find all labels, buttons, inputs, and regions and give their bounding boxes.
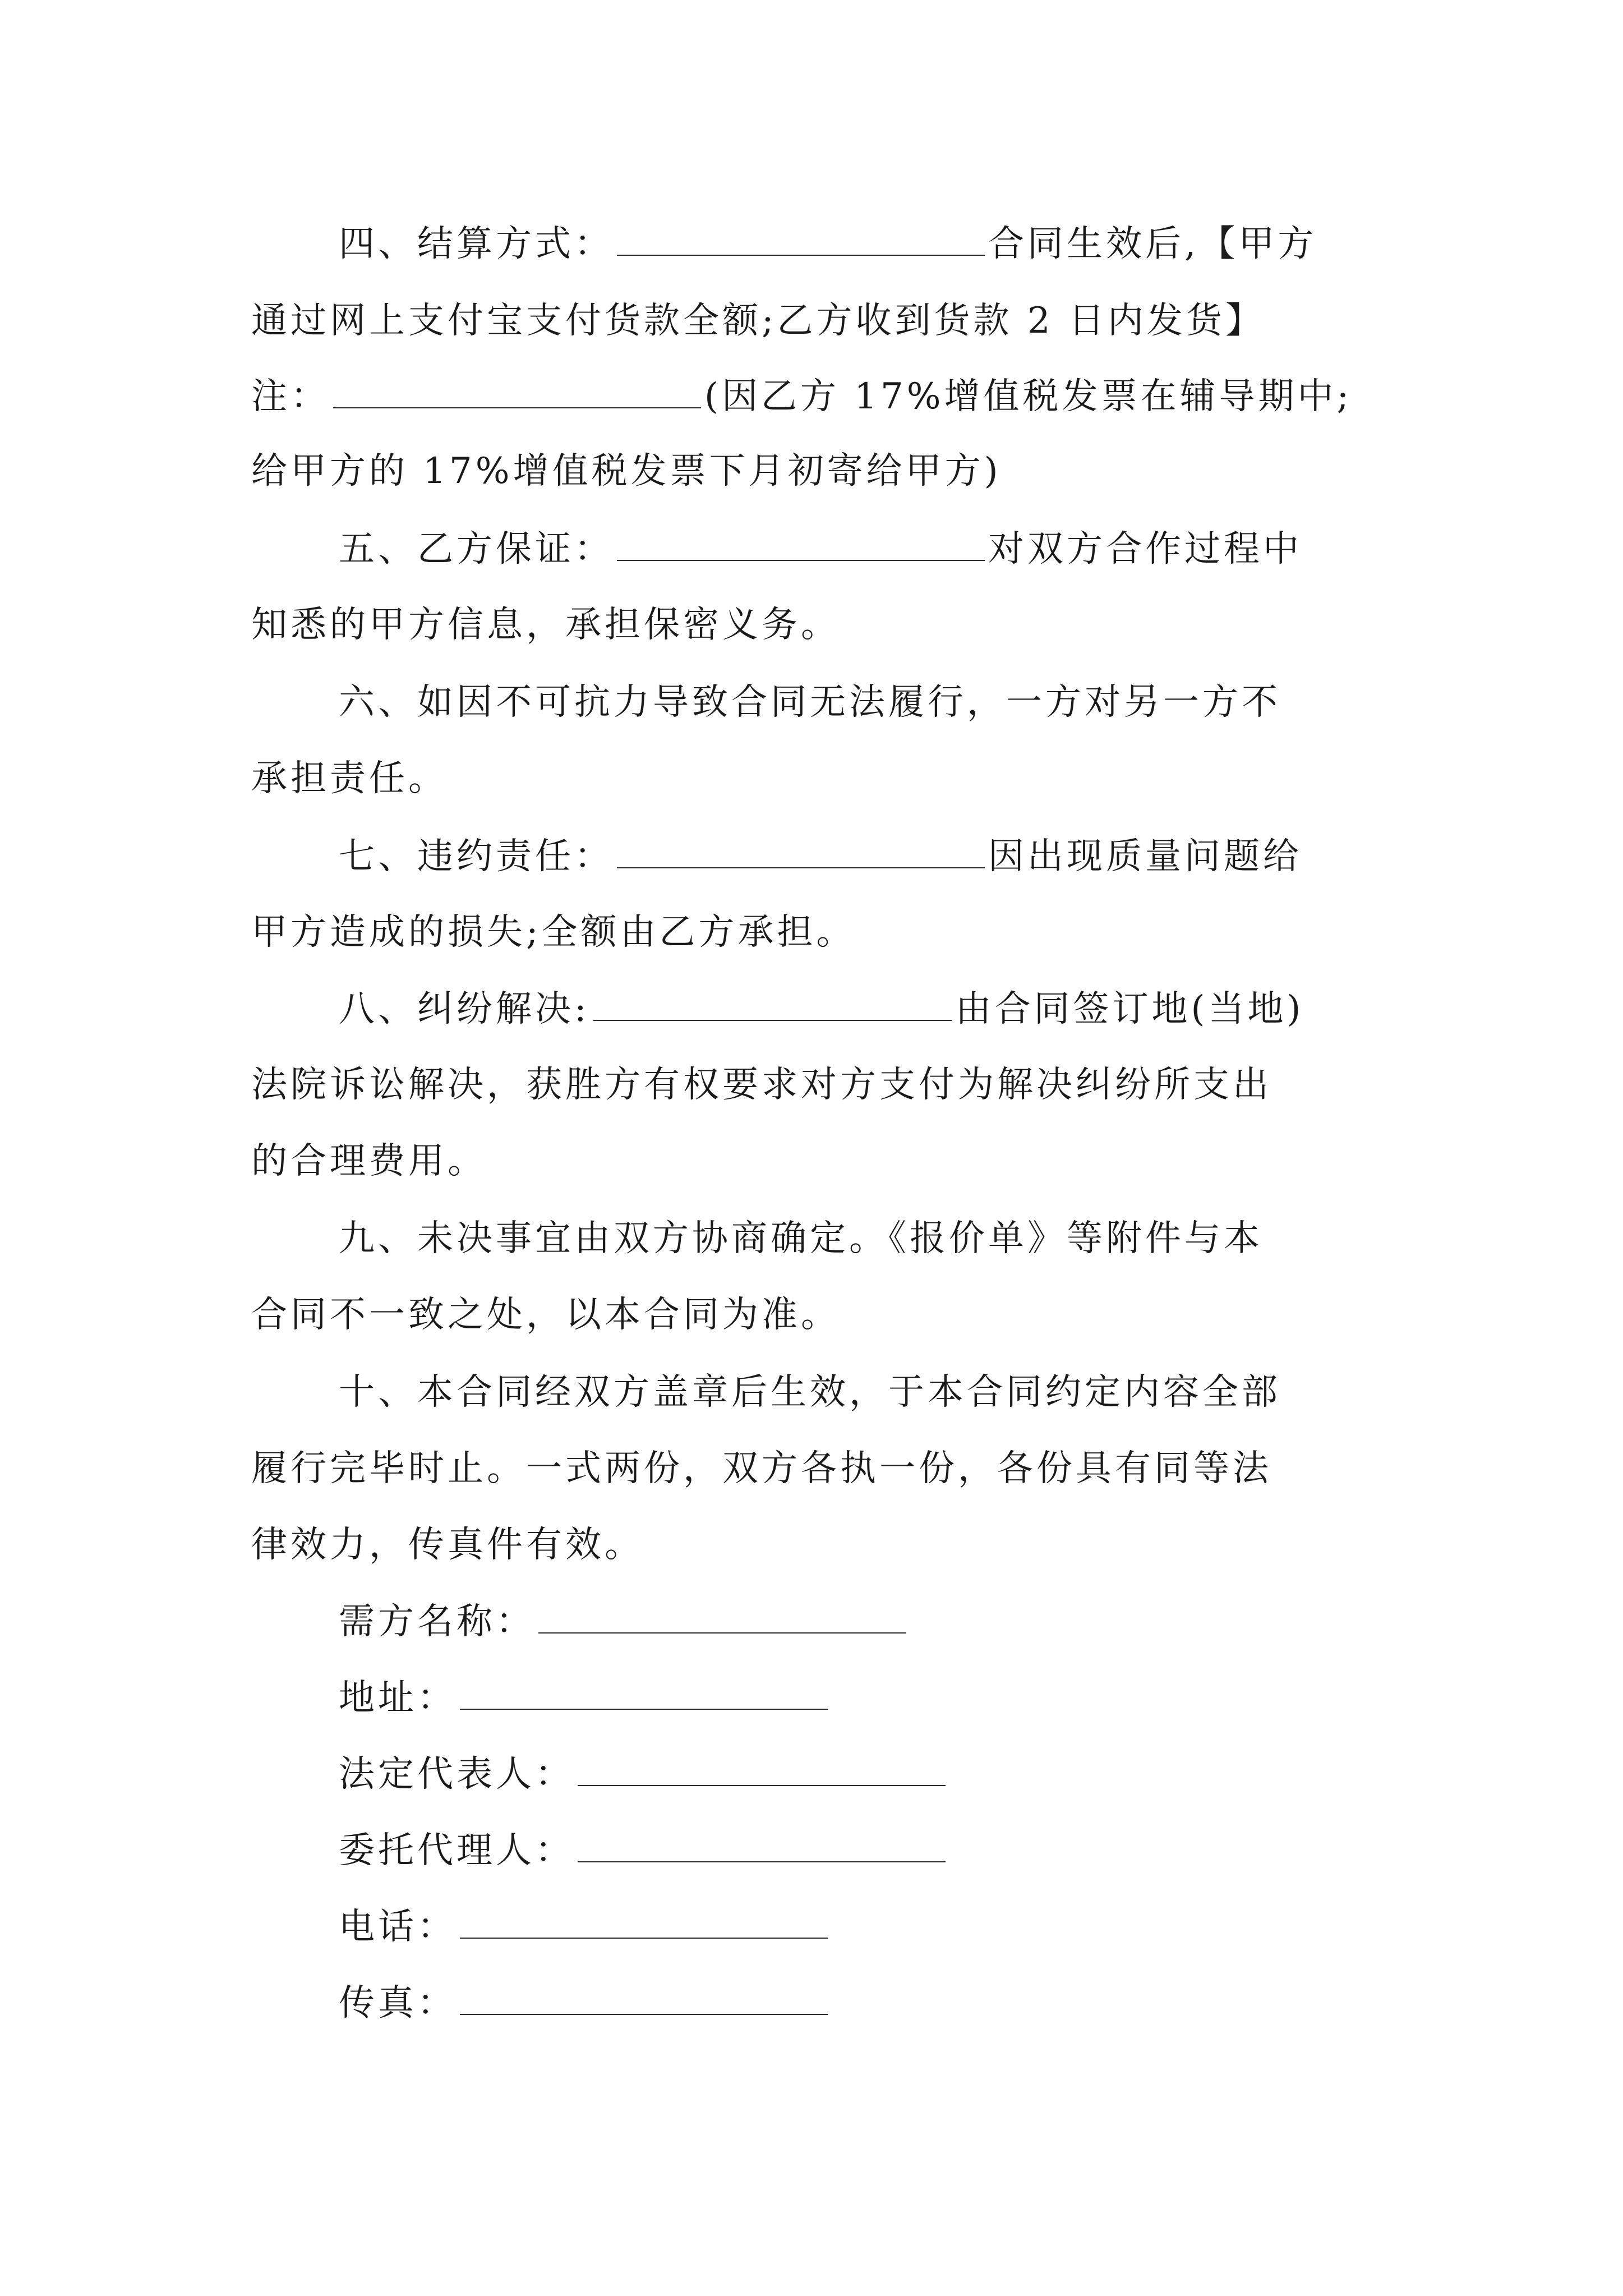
clause-5-line-1 [339,526,1302,571]
fax-row [339,1980,831,2025]
clause-5-blank[interactable] [617,526,985,561]
agent-label: 委托代理人： [339,1830,574,1871]
clause-10-line-1: 十、本合同经双方盖章后生效，于本合同约定内容全部 [339,1372,1281,1413]
legal-rep-blank[interactable] [578,1751,946,1786]
address-blank[interactable] [460,1675,828,1710]
clause-9-line-1: 九、未决事宜由双方协商确定。《报价单》等附件与本 [339,1218,1263,1259]
legal-rep-label: 法定代表人： [339,1754,574,1795]
clause-8-blank[interactable] [593,986,952,1021]
clause-7-heading: 七、违约责任： [339,836,614,877]
fax-blank[interactable] [460,1980,828,2015]
phone-label: 电话： [339,1906,457,1948]
clause-8-line-3: 的合理费用。 [251,1140,487,1182]
clause-7-line-2: 甲方造成的损失;全额由乙方承担。 [251,912,856,953]
phone-row [339,1904,831,1949]
clause-5-heading: 五、乙方保证： [339,528,614,570]
buyer-name-label: 需方名称： [339,1601,535,1642]
fax-label: 传真： [339,1982,457,2024]
clause-4-line-1 [339,221,1317,266]
clause-7-blank[interactable] [617,834,985,868]
phone-blank[interactable] [460,1904,828,1939]
address-label: 地址： [339,1677,457,1719]
address-row [339,1675,831,1720]
note-label: 注： [251,376,330,417]
note-text: (因乙方 17%增值税发票在辅导期中; [704,376,1353,417]
clause-4-blank[interactable] [617,221,985,256]
buyer-name-row [339,1599,910,1644]
clause-10-line-3: 律效力，传真件有效。 [251,1524,644,1566]
legal-rep-row [339,1751,949,1796]
clause-4-line-4: 给甲方的 17%增值税发票下月初寄给甲方) [251,450,1002,492]
clause-8-line-1 [339,986,1304,1031]
clause-7-text: 因出现质量问题给 [988,836,1302,877]
agent-blank[interactable] [578,1828,946,1862]
clause-8-text: 由合同签订地(当地) [955,988,1304,1030]
note-blank[interactable] [333,374,701,408]
clause-6-line-2: 承担责任。 [251,758,448,799]
clause-8-line-2: 法院诉讼解决，获胜方有权要求对方支付为解决纠纷所支出 [251,1064,1272,1106]
clause-6-line-1: 六、如因不可抗力导致合同无法履行，一方对另一方不 [339,682,1281,723]
clause-4-text: 合同生效后,【甲方 [988,223,1317,265]
clause-4-heading: 四、结算方式： [339,223,614,265]
clause-9-line-2: 合同不一致之处，以本合同为准。 [251,1294,840,1336]
clause-5-text: 对双方合作过程中 [988,528,1302,570]
clause-10-line-2: 履行完毕时止。一式两份，双方各执一份，各份具有同等法 [251,1448,1272,1489]
clause-4-note [251,374,1352,418]
clause-4-line-2: 通过网上支付宝支付货款全额;乙方收到货款 2 日内发货】 [251,300,1265,342]
clause-7-line-1 [339,834,1302,878]
clause-5-line-2: 知悉的甲方信息，承担保密义务。 [251,604,840,646]
buyer-name-blank[interactable] [538,1599,906,1634]
agent-row [339,1828,949,1872]
clause-8-heading: 八、纠纷解决: [339,988,590,1030]
